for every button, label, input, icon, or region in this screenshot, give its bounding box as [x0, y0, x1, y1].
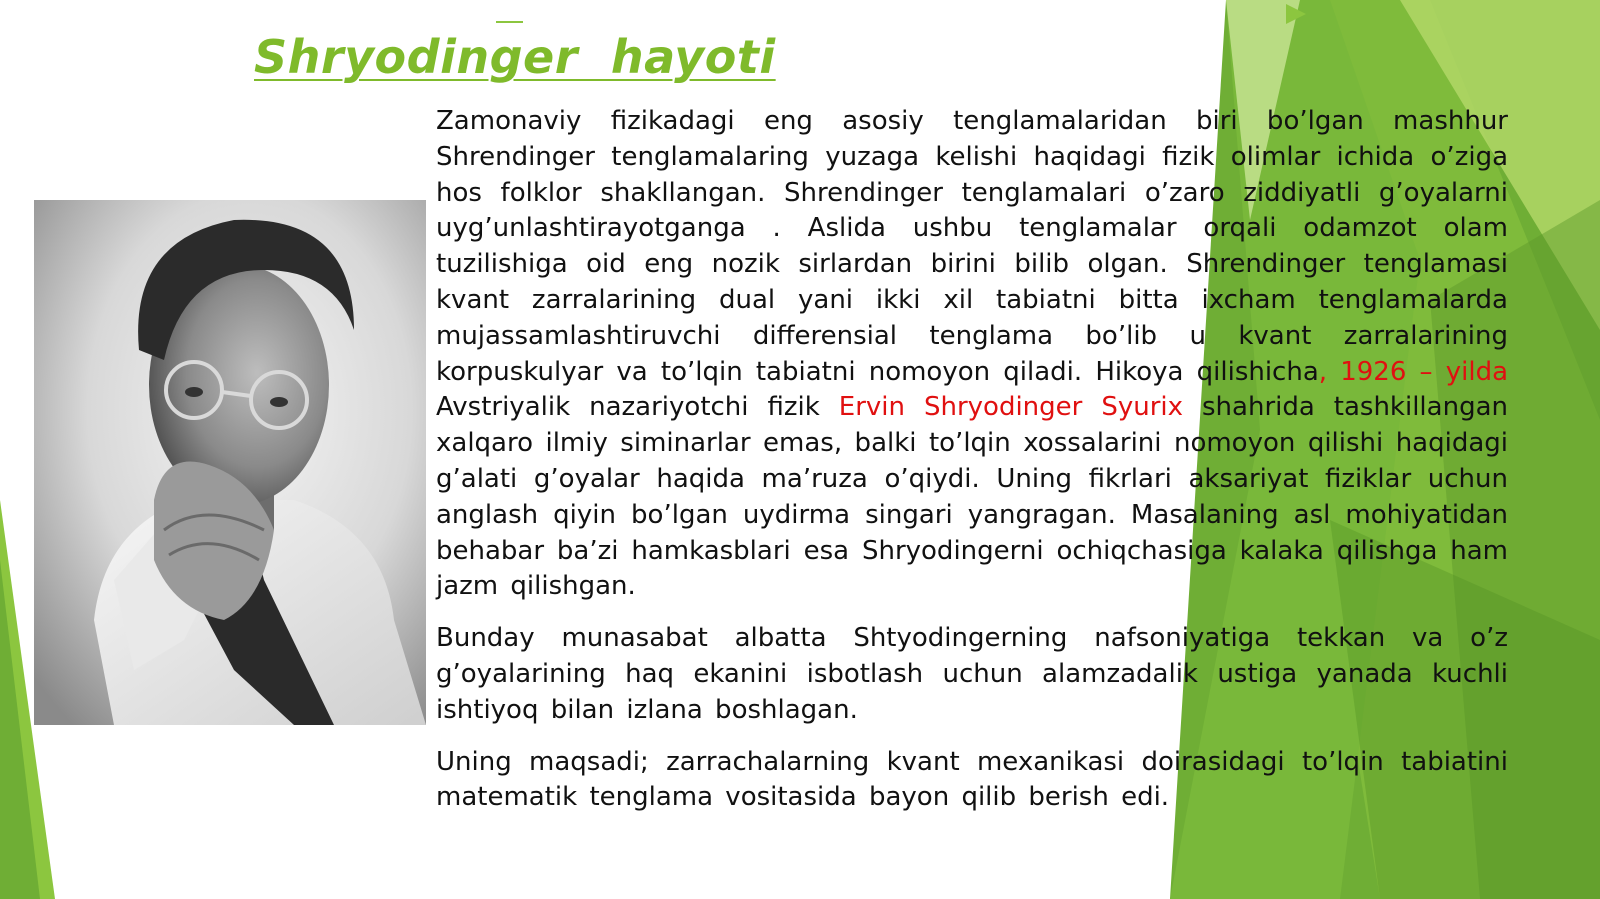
paragraph-2: Bunday munasabat albatta Shtyodingerning nafsoniyatiga tekkan va o’z g’oyalarining haq ekanini isbotlash uchun alamzadalik ustiga yanada kuchli ishtiyoq bilan izlana boshlagan. [436, 623, 1508, 725]
title-dash [496, 21, 523, 23]
highlight-name: Ervin Shryodinger Syurix [838, 392, 1184, 423]
portrait-image [34, 200, 426, 725]
highlight-year: , 1926 – yilda [1318, 356, 1509, 387]
body-text [436, 104, 1508, 832]
paragraph-1-text-start: Zamonaviy fizikadagi eng asosiy tenglamalaridan biri bo’lgan mashhur Shrendinger tenglamalaring yuzaga kelishi haqidagi fizik olimlar ichida o’ziga hos folklor shakllangan. Shrendinger tenglamalari o’zaro ziddiyatli g’oyalarni uyg’unlashtirayotganga . Aslida ushbu tenglamalar orqali odamzot olam tuzilishiga oid eng nozik sirlardan birini bilib olgan. Shrendinger tenglamasi kvant zarralarining dual yani ikki xil tabiatni bitta ixcham tenglamalarda mujassamlashtiruvchi differensial tenglama bo’lib u kvant zarralarining korpuskulyar va to’lqin tabiatni nomoyon qiladi. Hikoya qilishicha [436, 106, 1508, 387]
slide-title: Shryodinger hayoti [254, 30, 776, 84]
paragraph-1-text-end: shahrida tashkillangan xalqaro ilmiy siminarlar emas, balki to’lqin xossalarini nomoyon qilishi haqidagi g’alati g’oyalar haqida ma’ruza o’qiydi. Uning fikrlari aksariyat fiziklar uchun anglash qiyin bo’lgan uydirma singari yangragan. Masalaning asl mohiyatidan behabar ba’zi hamkasblari esa Shryodingerni ochiqchasiga kalaka qilishga ham jazm qilishgan. [436, 392, 1508, 602]
paragraph-3: Uning maqsadi; zarrachalarning kvant mexanikasi doirasidagi to’lqin tabiatini matematik tenglama vositasida bayon qilib berish edi. [436, 746, 1508, 813]
paragraph-1 [436, 104, 1508, 605]
paragraph-1-text-middle: Avstriyalik nazariyotchi fizik [436, 392, 839, 423]
